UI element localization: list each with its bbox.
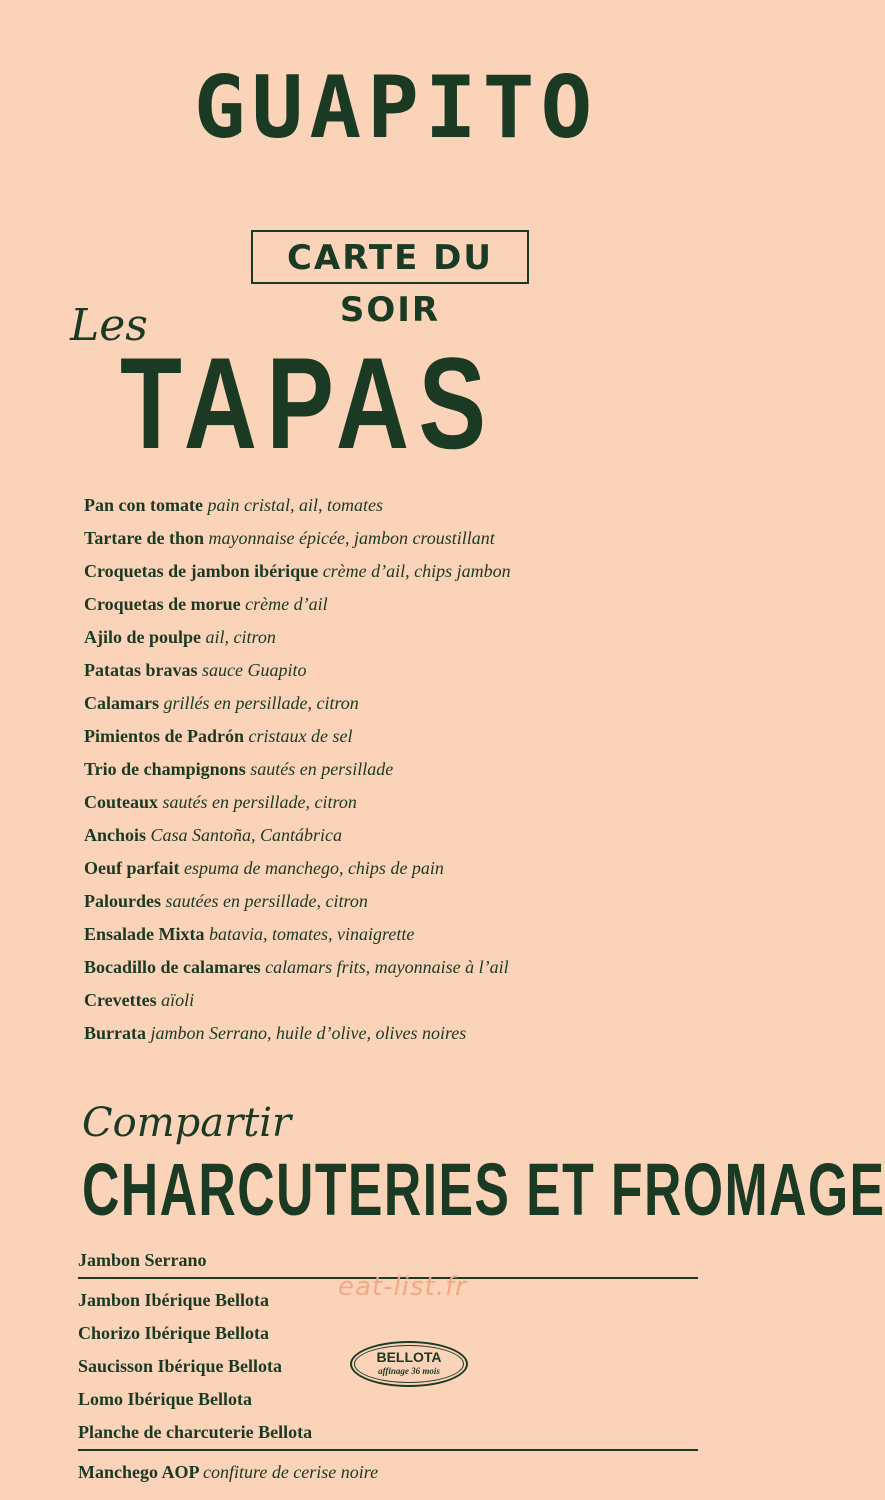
menu-item <box>84 952 511 985</box>
item-name: Crevettes <box>84 990 157 1010</box>
item-name: Jambon Ibérique Bellota <box>78 1290 270 1310</box>
item-description: sauce Guapito <box>202 660 307 680</box>
item-name: Trio de champignons <box>84 759 246 779</box>
item-name: Manchego AOP <box>78 1462 199 1482</box>
menu-item <box>84 919 511 952</box>
menu-item <box>84 721 511 754</box>
menu-item <box>78 1457 698 1490</box>
item-description: crème d’ail, chips jambon <box>322 561 511 581</box>
charcuterie-script-heading: Compartir <box>82 1100 292 1146</box>
menu-item <box>84 688 511 721</box>
menu-item <box>84 1018 511 1051</box>
item-name: Pimientos de Padrón <box>84 726 244 746</box>
menu-item <box>84 490 511 523</box>
menu-title-box: CARTE DU SOIR <box>251 230 529 284</box>
menu-item <box>84 556 511 589</box>
badge-subtitle: affinage 36 mois <box>378 1366 440 1376</box>
tapas-list <box>84 490 511 1051</box>
item-name: Tartare de thon <box>84 528 205 548</box>
menu-item <box>78 1417 698 1451</box>
item-name: Lomo Ibérique Bellota <box>78 1389 252 1409</box>
menu-item <box>84 985 511 1018</box>
menu-item <box>84 754 511 787</box>
menu-item <box>84 589 511 622</box>
item-description: espuma de manchego, chips de pain <box>183 858 444 878</box>
badge-title: BELLOTA <box>376 1349 442 1365</box>
item-description: mayonnaise épicée, jambon croustillant <box>208 528 495 548</box>
item-name: Jambon Serrano <box>78 1250 207 1270</box>
item-name: Ensalade Mixta <box>84 924 205 944</box>
item-name: Chorizo Ibérique Bellota <box>78 1323 269 1343</box>
item-name: Bocadillo de calamares <box>84 957 261 977</box>
item-description: sautés en persillade <box>250 759 394 779</box>
item-name: Oeuf parfait <box>84 858 180 878</box>
bellota-badge <box>350 1341 468 1387</box>
item-description: grillés en persillade, citron <box>163 693 359 713</box>
menu-item <box>84 523 511 556</box>
menu-item <box>84 820 511 853</box>
item-name: Planche de charcuterie Bellota <box>78 1422 313 1442</box>
item-description: batavia, tomates, vinaigrette <box>209 924 415 944</box>
item-name: Palourdes <box>84 891 162 911</box>
item-description: confiture de cerise noire <box>203 1462 379 1482</box>
restaurant-logo: GUAPITO <box>193 58 599 158</box>
menu-item <box>84 622 511 655</box>
menu-item <box>84 655 511 688</box>
item-name: Croquetas de jambon ibérique <box>84 561 319 581</box>
item-description: calamars frits, mayonnaise à l’ail <box>265 957 509 977</box>
item-description: pain cristal, ail, tomates <box>207 495 383 515</box>
item-name: Pan con tomate <box>84 495 203 515</box>
menu-item <box>84 886 511 919</box>
menu-item <box>84 853 511 886</box>
menu-item <box>84 787 511 820</box>
tapas-heading: TAPAS <box>120 330 496 476</box>
item-name: Patatas bravas <box>84 660 198 680</box>
item-description: jambon Serrano, huile d’olive, olives noires <box>150 1023 467 1043</box>
item-description: cristaux de sel <box>248 726 353 746</box>
item-description: Casa Santoña, Cantábrica <box>150 825 343 845</box>
item-description: sautées en persillade, citron <box>165 891 368 911</box>
tapas-script-heading: Les <box>70 300 148 351</box>
item-name: Burrata <box>84 1023 146 1043</box>
menu-item <box>78 1384 698 1417</box>
item-name: Calamars <box>84 693 159 713</box>
item-name: Couteaux <box>84 792 159 812</box>
watermark: eat-list.fr <box>338 1272 467 1302</box>
item-description: aïoli <box>161 990 195 1010</box>
item-description: ail, citron <box>205 627 276 647</box>
item-description: sautés en persillade, citron <box>162 792 357 812</box>
item-name: Ajilo de poulpe <box>84 627 202 647</box>
item-name: Saucisson Ibérique Bellota <box>78 1356 283 1376</box>
item-name: Croquetas de morue <box>84 594 241 614</box>
item-description: crème d’ail <box>245 594 328 614</box>
charcuterie-heading: CHARCUTERIES ET FROMAGE <box>82 1148 885 1231</box>
item-name: Anchois <box>84 825 147 845</box>
